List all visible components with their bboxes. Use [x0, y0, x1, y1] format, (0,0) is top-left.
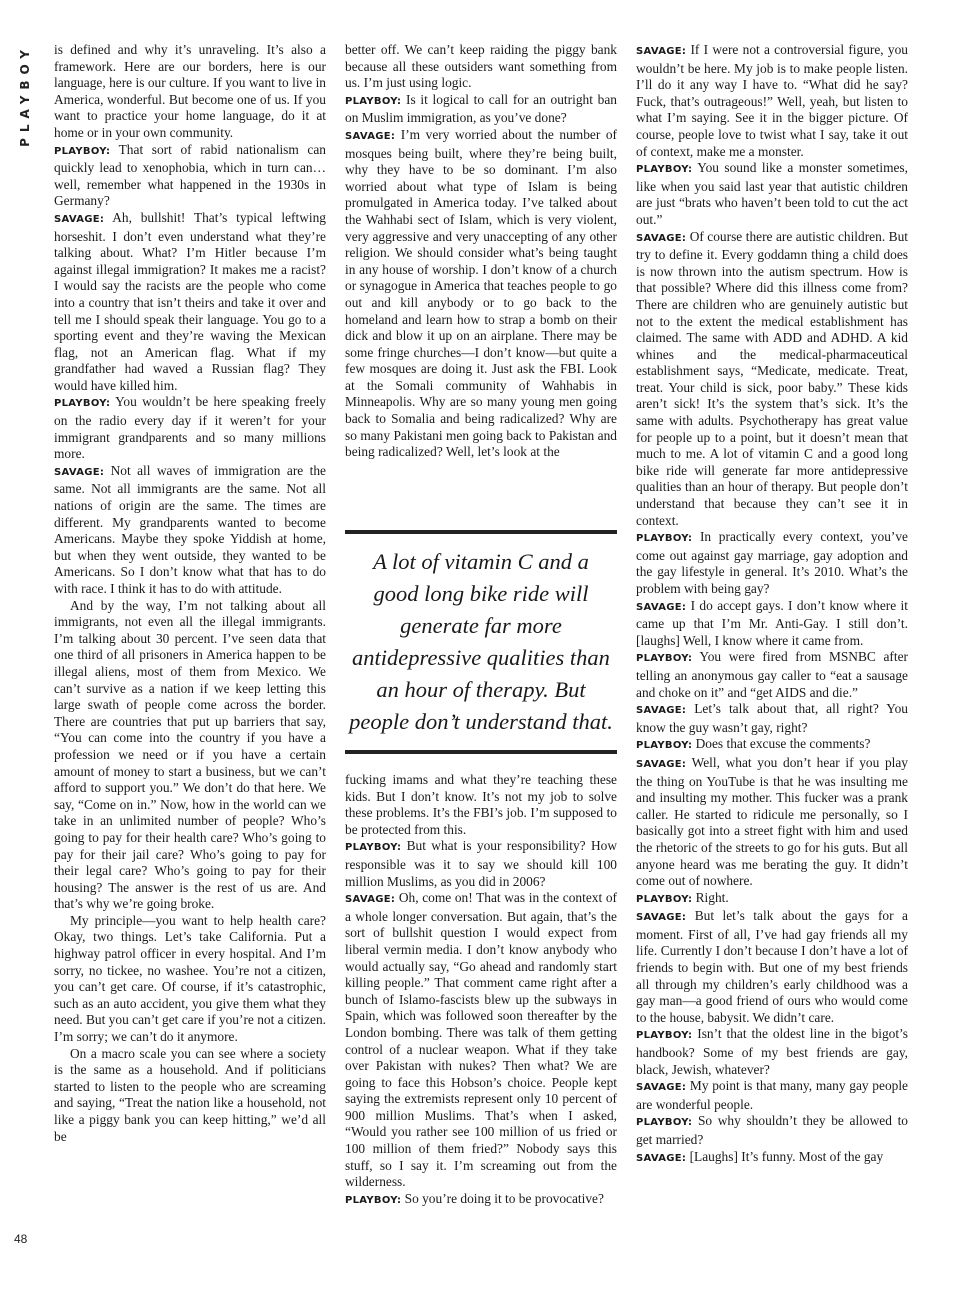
paragraph — [636, 755, 908, 890]
paragraph-text: On a macro scale you can see where a society is the same as a household. And if politicians started to listen to the people who are screaming and saying, “Treat the nation like a household, not like a piggy bank you can keep hitting,” we’d all be — [54, 1045, 326, 1144]
paragraph — [636, 890, 908, 909]
pull-quote-text: A lot of vitamin C and a good long bike ride will generate far more antidepressive qualities than an hour of therapy. But people don’t understand that. — [349, 549, 613, 734]
speaker-label: SAVAGE: — [636, 232, 687, 244]
speaker-label: PLAYBOY: — [636, 653, 693, 665]
paragraph — [345, 92, 617, 127]
paragraph-text: fucking imams and what they’re teaching these kids. But I don’t know. It’s not my job to solve these problems. It’s the FBI’s job. I’m supposed to be protected from this. — [345, 772, 617, 837]
paragraph-text: Of course there are autistic children. But try to define it. Every goddamn thing a child does is now thrown into the autism spectrum. How is that possible? Where did this illness come from? There are children who are genuinely autistic but not to the extent the medical establishment has claimed. The same with ADD and ADHD. A kid whines and the medical-pharmaceutical establishment says, “Medicate, medicate. Treat, treat. Your child is sick, poor baby.” These kids aren’t sick! It’s the system that’s sick. It’s the same with adults. Psychotherapy has great value for people up to a point, but it doesn’t mean that much to me. A lot of vitamin C and a good long bike ride will generate far more antidepressive qualities than an hour of therapy. But people don’t understand that because they can’t see it in context. — [636, 228, 908, 528]
paragraph-text: Let’s talk about that, all right? You know the guy wasn’t gay, right? — [636, 701, 908, 735]
running-head: PLAYBOY — [18, 44, 32, 147]
speaker-label: PLAYBOY: — [636, 1117, 693, 1129]
paragraph-text: Not all waves of immigration are the same. Not all immigrants are the same. Not all nations of origin are the same. The times are different. My grandparents wanted to become Americans. Maybe they spoke Yiddish at home, but when they went outside, they wanted to be Americans. So I don’t know what that has to do with race. I think it has to do with attitude. — [54, 462, 326, 596]
paragraph-text: So why shouldn’t they be allowed to get married? — [636, 1113, 908, 1147]
paragraph — [345, 838, 617, 890]
speaker-label: PLAYBOY: — [54, 398, 111, 410]
paragraph-text: Is it logical to call for an outright ban on Muslim immigration, as you’ve done? — [345, 91, 617, 126]
paragraph-text: You were fired from MSNBC after telling an anonymous gay caller to “eat a sausage and choke on it” and “get AIDS and die.” — [636, 649, 908, 700]
speaker-label: SAVAGE: — [636, 912, 687, 924]
column-2-top — [345, 42, 617, 461]
speaker-label: SAVAGE: — [54, 213, 105, 225]
paragraph-text: Does that excuse the comments? — [695, 736, 871, 752]
paragraph — [636, 736, 908, 755]
paragraph-text: So you’re doing it to be provocative? — [404, 1190, 604, 1206]
paragraph — [54, 142, 326, 210]
paragraph-text: You wouldn’t be here speaking freely on the radio every day if it weren’t for your immigrant grandparents and so many millions more. — [54, 394, 326, 462]
speaker-label: SAVAGE: — [636, 705, 687, 717]
paragraph-text: I do accept gays. I don’t know where it came up that I’m Mr. Anti-Gay. I still don’t. [laughs] Well, I know where it came from. — [636, 597, 908, 648]
paragraph — [636, 1113, 908, 1148]
speaker-label: SAVAGE: — [345, 894, 396, 906]
paragraph — [54, 463, 326, 598]
column-2-bottom — [345, 772, 617, 1209]
speaker-label: SAVAGE: — [636, 601, 687, 613]
paragraph — [636, 1149, 908, 1168]
speaker-label: PLAYBOY: — [636, 893, 693, 905]
paragraph-text: But what is your responsibility? How responsible was it to say we should kill 100 million Muslims, as you did in 2006? — [345, 838, 617, 889]
speaker-label: PLAYBOY: — [636, 740, 693, 752]
speaker-label: SAVAGE: — [636, 46, 687, 57]
speaker-label: SAVAGE: — [636, 1082, 687, 1094]
paragraph-text: is defined and why it’s unraveling. It’s also a framework. Here are our borders, here is our language, here is our culture. If you want to live in America, wonderful. But become one of us. If you want to practice your home language, do it at home or in your own community. — [54, 42, 326, 140]
paragraph-text: I’m very worried about the number of mosques being built, where they’re being built, why they have to be so dominant. I’m also worried about what type of Islam is being promulgated in America today. I’ve talked about the Wahhabi sect of Islam, which is very violent, very aggressive and very unaccepting of any other religion. We should consider what’s being taught in any house of worship. I don’t know of a church or synagogue in America that teaches people to go out and kill anybody or to go back to the homeland and learn how to strap a bomb on their dick and blow it up on an airplane. There may be some fringe churches—I don’t know—but quite a few mosques are doing it. Just ask the FBI. Look at the Somali community of Wahhabis in Minneapolis. Why are so many young men going back to Somalia and being radicalized? Why are so many Pakistani men going back to Pakistan and being radicalized? Well, let’s look at the — [345, 126, 617, 460]
paragraph — [636, 529, 908, 597]
speaker-label: PLAYBOY: — [636, 164, 693, 176]
paragraph-text: If I were not a controversial figure, you wouldn’t be here. My job is to make people listen. I’ll do it any way I have to. “What did he say? Fuck, that’s outrageous!” Well, yeah, but listen to what I’m saying. See it in the bigger picture. Of course, people love to twist what I say, take it out of context, make me a monster. — [636, 42, 908, 159]
pull-quote — [345, 530, 617, 754]
paragraph — [636, 649, 908, 701]
paragraph-text: Ah, bullshit! That’s typical leftwing horseshit. I don’t even understand what they’re talking about. What? I’m Hitler because I’m against illegal immigration? It makes me a racist? I would say the racists are the people who come into a country that isn’t theirs and take it over and tell me I should speak their language. You go to a sporting event and they’re waving the Mexican flag, not an American flag. What if my grandfather had waved a Russian flag? They would have killed him. — [54, 209, 326, 393]
paragraph — [345, 127, 617, 461]
paragraph-text: And by the way, I’m not talking about all immigrants, not even all the illegal immigrants. I’m talking about 30 percent. I’ve seen data that one third of all prisoners in America happen to be illegal aliens, most of them from Mexico. We can’t survive as a nation if we keep letting this large swath of people come across the border. There are countries that put up barriers that say, “You can come into the country if you have a profession we need or if you have a certain amount of money to start a business, but we can’t afford to support you.” We don’t do that here. We say, “Come on in.” Now, how in the world can we take in an unlimited number of people? Who’s going to pay for their health care? Who’s going to pay for their jail care? Who’s going to pay for their legal care? Who’s going to pay for their housing? The answer is the rest of us are. And that’s why we’re going broke. — [54, 597, 326, 912]
paragraph — [54, 394, 326, 462]
paragraph — [636, 42, 908, 160]
speaker-label: PLAYBOY: — [636, 533, 693, 545]
paragraph — [636, 1026, 908, 1078]
paragraph — [54, 42, 326, 142]
paragraph — [636, 229, 908, 530]
paragraph-text: My principle—you want to help health care? Okay, two things. Let’s take California. Put a highway patrol officer in every hospital. And I’m sorry, no tickee, no washee. You’re not a citizen, you can’t get care. Of course, if it’s catastrophic, such as an auto accident, you give them what they need. But you can’t get care if you’re not a citizen. I’m sorry; we can’t do it anymore. — [54, 912, 326, 1045]
paragraph-text: In practically every context, you’ve come out against gay marriage, gay adoption and the gay lifestyle in general. It’s 2010. What’s the problem with being gay? — [636, 529, 908, 596]
speaker-label: PLAYBOY: — [636, 1030, 693, 1042]
paragraph-text: Oh, come on! That was in the context of a whole longer conversation. But again, that’s the sort of bullshit question I would expect from liberal vermin media. I don’t know anybody who would actually say, “Go ahead and randomly start killing people.” That comment came right after a bunch of Islamo-fascists blew up the subways in Spain, which was followed soon thereafter by the London bombing. There was talk of them getting control of a nuclear weapon. What if they take over Pakistan with nukes? Then what? We are going to face this Hobson’s choice. People kept saying the extremists represent only 10 percent of 900 million Muslims. That’s when I asked, “Would you rather see 100 million of us fried or 100 million of them fried?” Nobody says this stuff, so I say it. I’m screaming out from the wilderness. — [345, 890, 617, 1190]
paragraph — [636, 701, 908, 736]
paragraph — [636, 1078, 908, 1113]
paragraph — [54, 598, 326, 913]
paragraph-text: That sort of rabid nationalism can quickly lead to xenophobia, which in turn can…well, remember what happened in the 1930s in Germany? — [54, 141, 326, 209]
paragraph — [54, 913, 326, 1046]
paragraph-text: Isn’t that the oldest line in the bigot’s handbook? Some of my best friends are gay, black, Jewish, whatever? — [636, 1026, 908, 1077]
paragraph — [345, 890, 617, 1191]
speaker-label: PLAYBOY: — [345, 1194, 402, 1206]
paragraph — [54, 210, 326, 395]
paragraph-text: My point is that many, many gay people are wonderful people. — [636, 1078, 909, 1112]
paragraph — [54, 1046, 326, 1146]
speaker-label: PLAYBOY: — [345, 842, 402, 854]
paragraph — [636, 598, 908, 650]
speaker-label: SAVAGE: — [54, 466, 105, 478]
paragraph — [345, 1191, 617, 1210]
speaker-label: PLAYBOY: — [345, 95, 402, 107]
paragraph — [636, 160, 908, 228]
speaker-label: SAVAGE: — [636, 1152, 687, 1164]
paragraph — [345, 42, 617, 92]
paragraph-text: [Laughs] It’s funny. Most of the gay — [689, 1148, 884, 1164]
speaker-label: SAVAGE: — [345, 130, 396, 142]
paragraph-text: But let’s talk about the gays for a moment. First of all, I’ve had gay friends all my life. Currently I don’t because I don’t have a lot of friends to begin with. But one of my best friends all through my children’s early childhood was a gay man—a good friend of ours who would come to the house, babysit. We didn’t care. — [636, 908, 908, 1025]
paragraph-text: You sound like a monster sometimes, like when you said last year that autistic children are just “brats who haven’t been told to cut the act out.” — [636, 160, 908, 227]
speaker-label: SAVAGE: — [636, 758, 687, 770]
column-3 — [636, 42, 908, 1167]
column-1 — [54, 42, 326, 1145]
paragraph — [345, 772, 617, 838]
speaker-label: PLAYBOY: — [54, 145, 111, 157]
paragraph — [636, 908, 908, 1026]
paragraph-text: better off. We can’t keep raiding the piggy bank because all these outsiders want something from us. I’m just using logic. — [345, 42, 617, 91]
paragraph-text: Well, what you don’t hear if you play the thing on YouTube is that he was insulting me and insulting my mother. This fucker was a prank caller. He started to ridicule me personally, so I basically got into a street fight with him and used the rhetoric of the streets to go for his guts. But all anyone heard was me berating the guy. It didn’t come out of nowhere. — [636, 754, 909, 889]
paragraph-text: Right. — [695, 889, 729, 905]
page-number: 48 — [14, 1232, 28, 1246]
